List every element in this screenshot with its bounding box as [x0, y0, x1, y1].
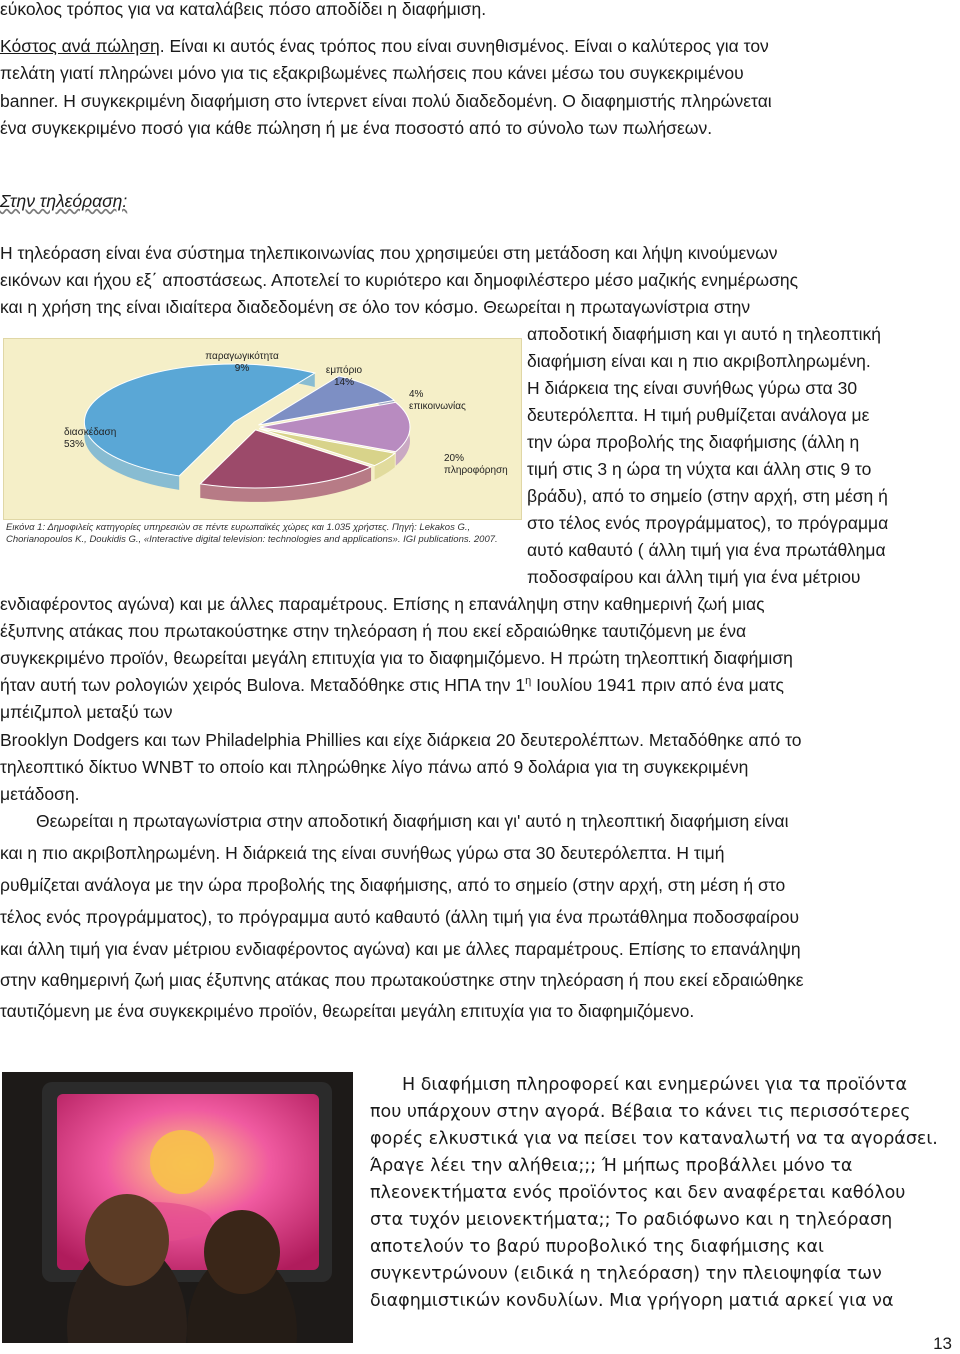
text-line: ενδιαφέροντος αγώνα) και με άλλες παραμέτρους. Επίσης η επανάληψη στην καθημερινή ζωή μιας — [0, 594, 765, 614]
pie-chart-figure — [3, 338, 520, 580]
text-line — [0, 33, 769, 60]
text-line: έξυπνης ατάκας που πρωτακούστηκε στην τηλεόραση ή που εκεί εδραιώθηκε ταυτιζόμενη με ένα — [0, 621, 747, 641]
text-line: εικόνων και ήχου εξ΄ αποστάσεως. Αποτελεί το κυριότερο και δημοφιλέστερο μέσο μαζικής ενημέρωσης — [0, 270, 799, 290]
text-line — [0, 672, 784, 699]
text-line: αποδοτική διαφήμιση και γι αυτό η τηλεοπτική — [527, 324, 881, 344]
text-line: μπέιζμπολ μεταξύ των — [0, 702, 173, 722]
page-number: 13 — [933, 1334, 952, 1353]
text-line: Η διάρκεια της είναι συνήθως γύρω στα 30 — [527, 378, 858, 398]
text-span: Ο διαφημιστής πληρώνεται — [557, 91, 772, 111]
text-line: τιμή στις 3 η ώρα τη νύχτα και άλλη στις 9 το — [527, 459, 872, 479]
text-line: αυτό καθαυτό ( άλλη τιμή για ένα πρωτάθλημα — [527, 540, 886, 560]
pie-chart — [4, 339, 521, 519]
text-line: μετάδοση. — [0, 784, 80, 804]
text-line: συγκεντρώνουν (ειδικά η τηλεόραση) την πλειοψηφία των — [370, 1264, 882, 1284]
tv-children-photo — [2, 1072, 353, 1343]
text-line: στα τυχόν μειονεκτήματα;; Το ραδιόφωνο και η τηλεόραση — [370, 1210, 893, 1230]
text-span: Ιουλίου 1941 πριν από ένα ματς — [531, 675, 784, 695]
text-line: πλεονεκτήματα ενός προϊόντος και δεν αναφέρεται καθόλου — [370, 1183, 906, 1203]
text-line: διαφημιστικών κονδυλίων. Μια γρήγορη ματιά αρκεί για να — [370, 1291, 894, 1311]
text-line: ένα συγκεκριμένο ποσό για κάθε πώληση ή με ένα ποσοστό από το σύνολο των πωλήσεων. — [0, 118, 713, 138]
chart-background — [3, 338, 522, 520]
text-line: πελάτη γιατί πληρώνει μόνο για τις εξακριβωμένες πωλήσεις που κάνει μέσω του συγκεκριμένου — [0, 63, 744, 83]
text-line: Άραγε λέει την αλήθεια;;; Ή μήπως προβάλλει μόνο τα — [370, 1156, 853, 1176]
text-line: και άλλη τιμή για έναν μέτριου ενδιαφέροντος αγώνα) και με άλλες παραμέτρους. Επίσης το επανάληψη — [0, 939, 801, 959]
text-line: Brooklyn Dodgers και των Philadelphia Phillies και είχε διάρκεια 20 δευτερολέπτων. Μεταδόθηκε από το — [0, 730, 802, 750]
text-line: Θεωρείται η πρωταγωνίστρια στην αποδοτική διαφήμιση και γι' αυτό η τηλεοπτική διαφήμιση είναι — [36, 811, 789, 831]
pie-label-πληροφόρηση: 20% πληροφόρηση — [444, 453, 508, 476]
text-line: Η διαφήμιση πληροφορεί και ενημερώνει για τα προϊόντα — [402, 1075, 907, 1095]
cost-per-sale-link[interactable]: Κόστος ανά πώληση — [0, 36, 160, 56]
text-line: συγκεκριμένο προϊόν, θεωρείται μεγάλη επιτυχία για το διαφημιζόμενο. Η πρώτη τηλεοπτική διαφήμιση — [0, 648, 793, 668]
text-line: στην καθημερινή ζωή μιας έξυπνης ατάκας που πρωτακούστηκε στην τηλεόραση ή που εκεί εδραιώθηκε — [0, 970, 804, 990]
text-line: ποδοσφαίρου και άλλη τιμή για ένα μέτριου — [527, 567, 861, 587]
pie-label-εμπόριο: εμπόριο 14% — [325, 365, 363, 388]
text-line: αποτελούν το βαρύ πυροβολικό της διαφήμισης και — [370, 1237, 824, 1257]
text-line: βράδυ), από το σημείο (στην αρχή, στη μέση ή — [527, 486, 888, 506]
figure-caption: Εικόνα 1: Δημοφιλείς κατηγορίες υπηρεσιών σε πέντε ευρωπαϊκές χώρες και 1.035 χρήστες. Πηγή: Lekakos G., Chorianopoulos K., Doukidis G., «Interactive digital television: technologies and applications». IGI publications. 2007. — [6, 522, 498, 545]
text-line: δευτερόλεπτα. Η τιμή ρυθμίζεται ανάλογα με — [527, 405, 870, 425]
text-line: και η χρήση της είναι ιδιαίτερα διαδεδομένη σε όλο τον κόσμο. Θεωρείται η πρωταγωνίστρια στην — [0, 297, 751, 317]
text-line: εύκολος τρόπος για να καταλάβεις πόσο αποδίδει η διαφήμιση. — [0, 0, 487, 19]
wrapped-paragraph — [527, 321, 888, 591]
superscript: η — [525, 675, 532, 688]
text-line: τέλος ενός προγράμματος), το πρόγραμμα αυτό καθαυτό (άλλη τιμή για ένα πρωτάθλημα ποδοσφαίρου — [0, 907, 800, 927]
pie-label-διασκέδαση: διασκέδαση 53% — [64, 427, 117, 450]
text-line: ταυτιζόμενη με ένα συγκεκριμένο προϊόν, θεωρείται μεγάλη επιτυχία για το διαφημιζόμενο. — [0, 1001, 695, 1021]
text-line: τηλεοπτικό δίκτυο WNBT το οποίο και πληρώθηκε λίγο πάνω από 9 δολάρια για τη συγκεκριμένη — [0, 757, 749, 777]
text-line: ρυθμίζεται ανάλογα με την ώρα προβολής της διαφήμισης, από το σημείο (στην αρχή, στη μέση ή στο — [0, 875, 786, 895]
text-line: την ώρα προβολής της διαφήμισης (άλλη η — [527, 432, 860, 452]
pie-label-επικοινωνίας: 4% επικοινωνίας — [409, 389, 466, 412]
text-line: και η πιο ακριβοπληρωμένη. Η διάρκειά της είναι συνήθως γύρω στα 30 δευτερόλεπτα. Η τιμή — [0, 843, 725, 863]
text-line: που υπάρχουν στην αγορά. Βέβαια το κάνει τις περισσότερες — [370, 1102, 911, 1122]
text-span: ήταν αυτή των ρολογιών χειρός Bulova. Μεταδόθηκε στις ΗΠΑ την 1 — [0, 675, 526, 695]
photo-illustration — [2, 1072, 353, 1343]
text-line: Η τηλεόραση είναι ένα σύστημα τηλεπικοινωνίας που χρησιμεύει στη μετάδοση και λήψη κινούμενων — [0, 243, 778, 263]
pie-label-παραγωγικότητα: παραγωγικότητα 9% — [205, 351, 279, 374]
text-line: φορές ελκυστικά για να πείσει τον καταναλωτή να τα αγοράσει. — [370, 1129, 938, 1149]
text-span: banner. Η συγκεκριμένη διαφήμιση στο ίντερνετ είναι πολύ διαδεδομένη. — [0, 91, 558, 111]
text-line: στο τέλος ενός προγράμματος), το πρόγραμμα — [527, 513, 889, 533]
side-paragraph — [370, 1072, 938, 1315]
section-heading: Στην τηλεόραση: — [0, 191, 128, 211]
text-line: διαφήμιση είναι και η πιο ακριβοπληρωμένη. — [527, 351, 871, 371]
text-span: . Είναι κι αυτός ένας τρόπος που είναι συνηθισμένος. Είναι ο καλύτερος για τον — [159, 36, 769, 56]
text-line — [0, 88, 772, 115]
